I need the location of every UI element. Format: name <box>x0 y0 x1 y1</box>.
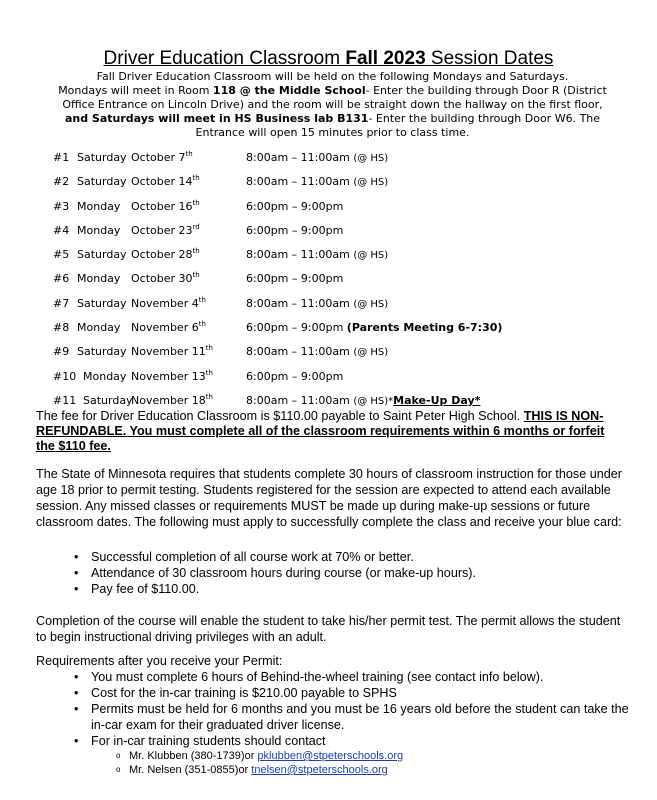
session-number: #11 <box>53 393 77 407</box>
session-time: 6:00pm – 9:00pm <box>246 369 344 383</box>
session-time: 6:00pm – 9:00pm <box>246 199 344 213</box>
session-date: November 13th <box>131 368 213 383</box>
session-day: Monday <box>77 223 121 237</box>
session-time: 6:00pm – 9:00pm <box>246 272 344 286</box>
session-date: November 4th <box>131 295 206 310</box>
session-time: 6:00pm – 9:00pm <box>246 223 344 237</box>
session-number: #7 <box>53 296 70 310</box>
session-number: #5 <box>53 248 70 262</box>
session-number: #10 <box>53 369 77 383</box>
list-item: • Permits must be held for 6 months and you must be 16 years old before the student can take the in-car exam for their graduated driver license. <box>36 701 636 733</box>
session-row <box>53 173 623 197</box>
requirements-heading: Requirements after you receive your Permit: <box>36 654 283 668</box>
session-time: 8:00am – 11:00am (@ HS) <box>246 296 389 310</box>
list-item: • Cost for the in-car training is $210.00 payable to SPHS <box>36 685 636 701</box>
session-day: Saturday <box>77 151 127 164</box>
list-item: • Successful completion of all course work at 70% or better. <box>36 549 626 565</box>
session-number: #9 <box>53 345 70 359</box>
session-date: November 6th <box>131 320 206 335</box>
session-row <box>53 270 623 294</box>
session-row <box>53 246 623 270</box>
session-date: October 28th <box>131 247 200 262</box>
completion-criteria-list <box>36 549 626 597</box>
session-date: November 11th <box>131 344 213 359</box>
session-row <box>53 343 623 367</box>
fee-paragraph: The fee for Driver Education Classroom is $110.00 payable to Saint Peter High School. THIS IS NON-REFUNDABLE. You must complete all of the classroom requirements within 6 months or forfeit the $110 fee. <box>36 409 605 453</box>
list-item: • Attendance of 30 classroom hours during course (or make-up hours). <box>36 565 626 581</box>
intro-paragraph: Fall Driver Education Classroom will be held on the following Mondays and Saturdays. Mondays will meet in Room 118 @ the Middle School- Enter the building through Door R (District Office Entrance on Lincoln Drive) and the room will be straight down the hallway on the first floor, and Saturdays will meet in HS Business lab B131- Enter the building through Door W6. The Entrance will open 15 minutes prior to class time. <box>58 70 607 139</box>
session-day: Monday <box>77 199 121 213</box>
session-row <box>53 149 623 173</box>
session-time: 6:00pm – 9:00pm (Parents Meeting 6-7:30) <box>246 321 503 335</box>
session-date: November 18th <box>131 392 213 407</box>
session-time: 8:00am – 11:00am (@ HS) <box>246 151 389 164</box>
session-number: #4 <box>53 223 70 237</box>
session-day: Saturday <box>77 248 127 262</box>
completion-paragraph: Completion of the course will enable the student to take his/her permit test. The permit allows the student to begin instructional driving privileges with an adult. <box>36 614 621 644</box>
session-day: Monday <box>83 369 127 383</box>
session-day: Monday <box>77 272 121 286</box>
session-number: #6 <box>53 272 70 286</box>
session-date: October 30th <box>131 271 200 286</box>
session-row <box>53 222 623 246</box>
session-row <box>53 198 623 222</box>
session-day: Saturday <box>77 345 127 359</box>
session-list <box>53 149 623 416</box>
session-number: #8 <box>53 321 70 335</box>
session-number: #1 <box>53 151 70 164</box>
document-title: Driver Education Classroom Fall 2023 Session Dates <box>103 48 554 69</box>
session-date: October 23rd <box>131 222 200 237</box>
email-link-klubben[interactable]: pklubben@stpeterschools.org <box>257 750 404 762</box>
contact-klubben: o Mr. Klubben (380-1739)or pklubben@stpeterschools.org <box>36 749 636 763</box>
session-date: October 16th <box>131 198 200 213</box>
session-day: Saturday <box>77 296 127 310</box>
session-day: Saturday <box>77 175 127 189</box>
session-row <box>53 295 623 319</box>
list-item: • You must complete 6 hours of Behind-the-wheel training (see contact info below). <box>36 669 636 685</box>
session-number: #3 <box>53 199 70 213</box>
session-row <box>53 319 623 343</box>
permit-requirements <box>36 653 636 777</box>
list-item: • Pay fee of $110.00. <box>36 581 626 597</box>
session-day: Saturday <box>83 393 133 407</box>
session-time: 8:00am – 11:00am (@ HS) <box>246 248 389 262</box>
list-item: • For in-car training students should contact <box>36 733 636 749</box>
session-time: 8:00am – 11:00am (@ HS) <box>246 175 389 189</box>
session-day: Monday <box>77 321 121 335</box>
session-time: 8:00am – 11:00am (@ HS)*Make-Up Day* <box>246 393 481 407</box>
session-date: October 7th <box>131 150 193 164</box>
session-row <box>53 368 623 392</box>
state-requirements-paragraph: The State of Minnesota requires that students complete 30 hours of classroom instruction for those under age 18 prior to permit testing. Students registered for the session are expected to attend each available session. Any missed classes or requirements MUST be made up during make-up sessions or future classroom dates. The following must apply to successfully complete the class and receive your blue card: <box>36 467 622 529</box>
email-link-nelsen[interactable]: tnelsen@stpeterschools.org <box>251 764 388 776</box>
contact-nelsen: o Mr. Nelsen (351-0855)or tnelsen@stpeterschools.org <box>36 763 636 777</box>
session-number: #2 <box>53 175 70 189</box>
session-time: 8:00am – 11:00am (@ HS) <box>246 345 389 359</box>
session-date: October 14th <box>131 174 200 189</box>
